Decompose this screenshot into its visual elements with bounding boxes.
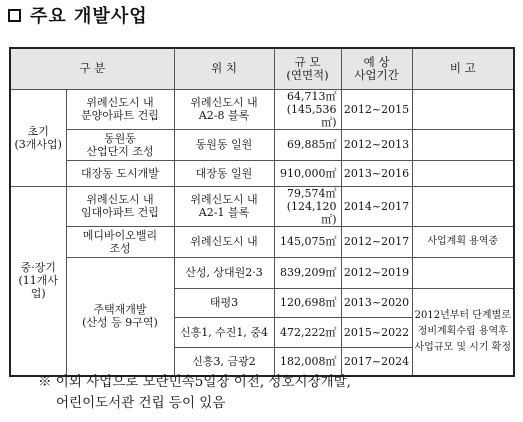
project-name: 동원동 산업단지 조성 <box>66 129 174 160</box>
table-header-row <box>10 48 514 89</box>
header-period: 예 상 사업기간 <box>341 48 412 89</box>
project-period: 2014~2017 <box>341 186 412 226</box>
project-name: 대장동 도시개발 <box>66 160 174 186</box>
project-period: 2012~2013 <box>341 129 412 160</box>
table-row <box>10 160 514 186</box>
project-location: 위례신도시 내 A2-8 블록 <box>174 89 274 129</box>
header-scale: 규 모 (연면적) <box>274 48 341 89</box>
footnote-line-2: 어린이도서관 건립 등이 있음 <box>56 395 226 411</box>
project-scale: 145,075㎡ <box>274 226 341 257</box>
project-period: 2012~2017 <box>341 226 412 257</box>
table-row <box>10 257 514 288</box>
project-note <box>412 129 514 160</box>
footnote-line-1: ※ 이외 사업으로 모란민속5일장 이전, 성호시장개발, <box>38 374 351 390</box>
project-location: 태평3 <box>174 288 274 317</box>
project-period: 2012~2015 <box>341 89 412 129</box>
section-heading <box>8 2 148 28</box>
project-period: 2017~2024 <box>341 347 412 376</box>
project-scale: 120,698㎡ <box>274 288 341 317</box>
project-location: 신흥3, 금광2 <box>174 347 274 376</box>
project-name: 메디바이오밸리 조성 <box>66 226 174 257</box>
project-period: 2013~2016 <box>341 160 412 186</box>
project-scale: 182,008㎡ <box>274 347 341 376</box>
group-early: 초기 (3개사업) <box>10 89 66 186</box>
project-scale: 839,209㎡ <box>274 257 341 288</box>
group-mid-long: 중·장기 (11개사업) <box>10 186 66 376</box>
table-row <box>10 129 514 160</box>
projects-table <box>9 47 515 377</box>
project-note <box>412 160 514 186</box>
project-location: 위례신도시 내 <box>174 226 274 257</box>
header-category: 구 분 <box>10 48 174 89</box>
project-scale: 910,000㎡ <box>274 160 341 186</box>
project-period: 2013~2020 <box>341 288 412 317</box>
table-row <box>10 186 514 226</box>
project-name: 위례신도시 내 임대아파트 건립 <box>66 186 174 226</box>
project-location: 신흥1, 수진1, 중4 <box>174 317 274 347</box>
project-location: 산성, 상대원2·3 <box>174 257 274 288</box>
project-period: 2012~2019 <box>341 257 412 288</box>
project-note: 2012년부터 단계별로 정비계획수립 용역후 사업규모 및 시기 확정 <box>412 288 514 376</box>
project-scale: 472,222㎡ <box>274 317 341 347</box>
project-note <box>412 257 514 288</box>
project-location: 동원동 일원 <box>174 129 274 160</box>
project-scale: 64,713㎡ (145,536㎡) <box>274 89 341 129</box>
project-note: 사업계획 용역중 <box>412 226 514 257</box>
project-note <box>412 89 514 129</box>
project-note <box>412 186 514 226</box>
page-title: 주요 개발사업 <box>30 6 148 27</box>
project-name: 위례신도시 내 분양아파트 건립 <box>66 89 174 129</box>
project-period: 2015~2022 <box>341 317 412 347</box>
project-name: 주택재개발 (산성 등 9구역) <box>66 257 174 376</box>
header-note: 비 고 <box>412 48 514 89</box>
footnote <box>38 372 351 414</box>
project-location: 위례신도시 내 A2-1 블록 <box>174 186 274 226</box>
project-location: 대장동 일원 <box>174 160 274 186</box>
project-scale: 79,574㎡ (124,120㎡) <box>274 186 341 226</box>
square-bullet-icon <box>8 9 21 22</box>
table-row <box>10 226 514 257</box>
header-location: 위 치 <box>174 48 274 89</box>
table-row <box>10 89 514 129</box>
project-scale: 69,885㎡ <box>274 129 341 160</box>
